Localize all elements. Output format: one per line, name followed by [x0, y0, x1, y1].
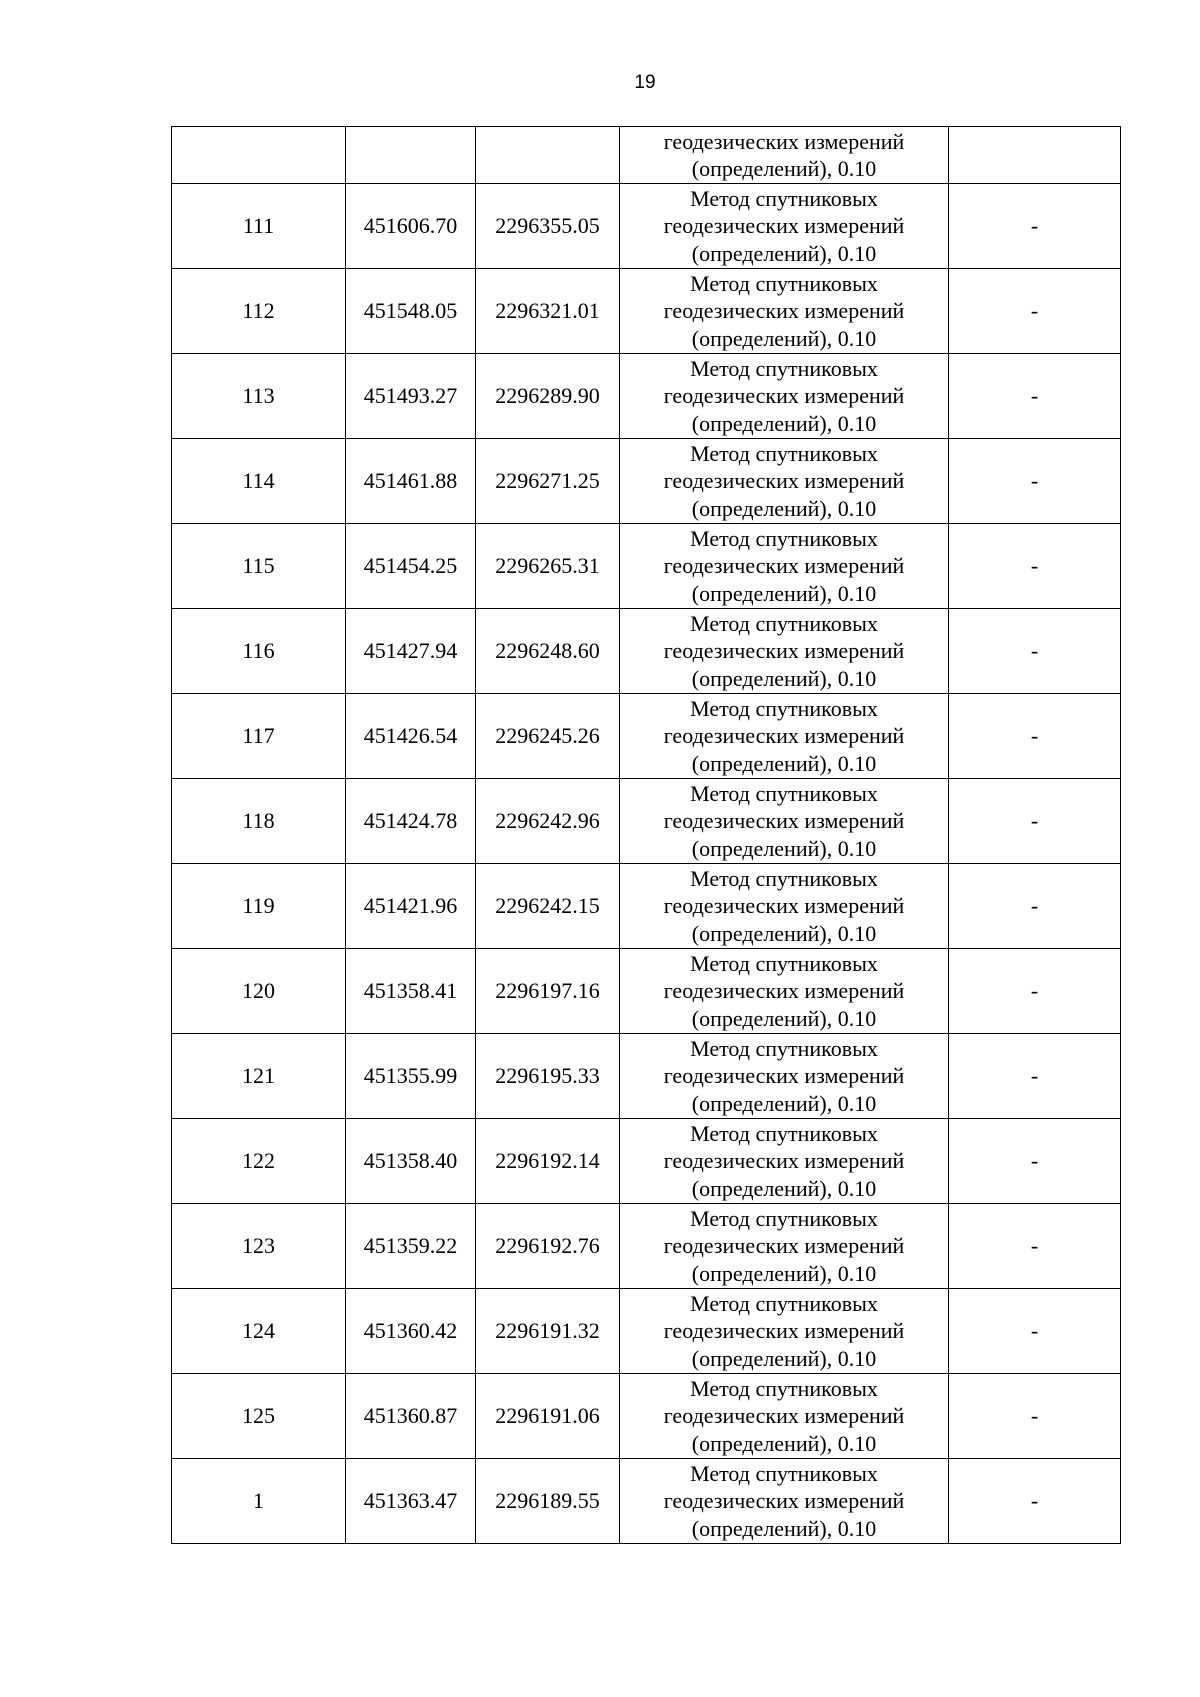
method-line: Метод спутниковых	[690, 1460, 878, 1486]
y-cell: 2296289.90	[476, 354, 620, 439]
method-line: (определений), 0.10	[691, 410, 877, 436]
table-row-continued	[172, 127, 1121, 184]
method-line: Метод спутниковых	[690, 610, 878, 636]
method-line: геодезических измерений	[663, 213, 905, 239]
point-cell: 125	[172, 1374, 346, 1459]
method-line: Метод спутниковых	[690, 1205, 878, 1231]
method-line: Метод спутниковых	[690, 865, 878, 891]
y-cell: 2296242.15	[476, 864, 620, 949]
method-cell	[620, 1459, 949, 1544]
x-cell: 451358.41	[346, 949, 476, 1034]
method-line: Метод спутниковых	[690, 950, 878, 976]
method-line: Метод спутниковых	[690, 1035, 878, 1061]
method-line: геодезических измерений	[663, 1233, 905, 1259]
method-line: Метод спутниковых	[690, 355, 878, 381]
table-row	[172, 1374, 1121, 1459]
table-row	[172, 269, 1121, 354]
method-line: геодезических измерений	[663, 638, 905, 664]
point-cell: 1	[172, 1459, 346, 1544]
note-cell: -	[949, 354, 1121, 439]
note-cell: -	[949, 184, 1121, 269]
point-cell: 118	[172, 779, 346, 864]
table-row	[172, 949, 1121, 1034]
point-cell: 124	[172, 1289, 346, 1374]
note-cell: -	[949, 439, 1121, 524]
method-line: Метод спутниковых	[690, 270, 878, 296]
method-cell	[620, 184, 949, 269]
note-cell: -	[949, 1034, 1121, 1119]
note-cell: -	[949, 269, 1121, 354]
method-cell	[620, 524, 949, 609]
point-cell: 113	[172, 354, 346, 439]
method-line: (определений), 0.10	[691, 1260, 877, 1286]
x-cell: 451360.87	[346, 1374, 476, 1459]
method-line: геодезических измерений	[663, 893, 905, 919]
method-line: геодезических измерений	[663, 1403, 905, 1429]
table-row	[172, 439, 1121, 524]
method-line: (определений), 0.10	[691, 240, 877, 266]
x-cell: 451355.99	[346, 1034, 476, 1119]
x-cell: 451360.42	[346, 1289, 476, 1374]
note-cell: -	[949, 1459, 1121, 1544]
note-cell: -	[949, 1289, 1121, 1374]
method-line: (определений), 0.10	[691, 1515, 877, 1541]
x-cell: 451493.27	[346, 354, 476, 439]
x-cell: 451359.22	[346, 1204, 476, 1289]
y-cell: 2296192.14	[476, 1119, 620, 1204]
x-cell: 451454.25	[346, 524, 476, 609]
note-cell: -	[949, 949, 1121, 1034]
point-cell: 117	[172, 694, 346, 779]
method-cell	[620, 609, 949, 694]
note-cell: -	[949, 1374, 1121, 1459]
table-row	[172, 1204, 1121, 1289]
table-row	[172, 354, 1121, 439]
y-cell: 2296191.32	[476, 1289, 620, 1374]
method-cell	[620, 864, 949, 949]
method-cell	[620, 354, 949, 439]
x-cell: 451427.94	[346, 609, 476, 694]
method-line: Метод спутниковых	[690, 525, 878, 551]
y-cell: 2296248.60	[476, 609, 620, 694]
table-row	[172, 694, 1121, 779]
y-cell: 2296192.76	[476, 1204, 620, 1289]
method-line: геодезических измерений	[663, 553, 905, 579]
method-line: (определений), 0.10	[691, 750, 877, 776]
x-cell: 451606.70	[346, 184, 476, 269]
y-cell: 2296321.01	[476, 269, 620, 354]
method-line: (определений), 0.10	[691, 580, 877, 606]
method-line: геодезических измерений	[663, 808, 905, 834]
note-cell: -	[949, 864, 1121, 949]
table-row	[172, 779, 1121, 864]
method-line: (определений), 0.10	[691, 495, 877, 521]
table-row	[172, 524, 1121, 609]
method-line: геодезических измерений	[663, 128, 905, 154]
method-cell	[620, 269, 949, 354]
method-line: Метод спутниковых	[690, 695, 878, 721]
y-cell: 2296195.33	[476, 1034, 620, 1119]
method-line: Метод спутниковых	[690, 440, 878, 466]
method-line: геодезических измерений	[663, 298, 905, 324]
x-cell: 451358.40	[346, 1119, 476, 1204]
point-cell: 120	[172, 949, 346, 1034]
table-row	[172, 864, 1121, 949]
table-row	[172, 1459, 1121, 1544]
point-cell: 111	[172, 184, 346, 269]
method-line: Метод спутниковых	[690, 780, 878, 806]
point-cell: 112	[172, 269, 346, 354]
method-cell	[620, 1289, 949, 1374]
method-line: Метод спутниковых	[690, 1120, 878, 1146]
method-line: (определений), 0.10	[691, 1090, 877, 1116]
method-cell	[620, 694, 949, 779]
table-row	[172, 1034, 1121, 1119]
method-line: геодезических измерений	[663, 978, 905, 1004]
point-cell: 119	[172, 864, 346, 949]
method-cell	[620, 1374, 949, 1459]
page-number: 19	[634, 72, 656, 93]
y-cell: 2296271.25	[476, 439, 620, 524]
method-line: геодезических измерений	[663, 723, 905, 749]
coordinates-table-body	[172, 127, 1121, 1544]
y-cell: 2296189.55	[476, 1459, 620, 1544]
method-line: геодезических измерений	[663, 1063, 905, 1089]
table-row	[172, 609, 1121, 694]
method-line: Метод спутниковых	[690, 1375, 878, 1401]
table-row	[172, 1119, 1121, 1204]
y-cell: 2296245.26	[476, 694, 620, 779]
method-line: геодезических измерений	[663, 383, 905, 409]
method-cell	[620, 1204, 949, 1289]
note-cell: -	[949, 524, 1121, 609]
point-cell: 121	[172, 1034, 346, 1119]
method-line: Метод спутниковых	[690, 185, 878, 211]
method-line: (определений), 0.10	[691, 1345, 877, 1371]
note-cell: -	[949, 779, 1121, 864]
method-line: геодезических измерений	[663, 1148, 905, 1174]
table-row	[172, 184, 1121, 269]
method-cell	[620, 127, 949, 184]
y-cell	[476, 127, 620, 184]
y-cell: 2296191.06	[476, 1374, 620, 1459]
point-cell: 115	[172, 524, 346, 609]
method-line: (определений), 0.10	[691, 1005, 877, 1031]
x-cell: 451461.88	[346, 439, 476, 524]
note-cell	[949, 127, 1121, 184]
x-cell: 451424.78	[346, 779, 476, 864]
point-cell: 122	[172, 1119, 346, 1204]
x-cell: 451363.47	[346, 1459, 476, 1544]
method-cell	[620, 439, 949, 524]
point-cell: 123	[172, 1204, 346, 1289]
method-cell	[620, 779, 949, 864]
y-cell: 2296265.31	[476, 524, 620, 609]
point-cell: 114	[172, 439, 346, 524]
method-line: (определений), 0.10	[691, 835, 877, 861]
method-line: геодезических измерений	[663, 1488, 905, 1514]
table-row	[172, 1289, 1121, 1374]
coordinates-table	[171, 126, 1121, 1544]
method-line: (определений), 0.10	[691, 325, 877, 351]
x-cell	[346, 127, 476, 184]
method-line: геодезических измерений	[663, 1318, 905, 1344]
method-cell	[620, 949, 949, 1034]
note-cell: -	[949, 1204, 1121, 1289]
x-cell: 451421.96	[346, 864, 476, 949]
point-cell: 116	[172, 609, 346, 694]
y-cell: 2296355.05	[476, 184, 620, 269]
point-cell	[172, 127, 346, 184]
note-cell: -	[949, 1119, 1121, 1204]
x-cell: 451548.05	[346, 269, 476, 354]
method-line: геодезических измерений	[663, 468, 905, 494]
method-line: (определений), 0.10	[691, 1175, 877, 1201]
method-cell	[620, 1034, 949, 1119]
y-cell: 2296197.16	[476, 949, 620, 1034]
method-line: (определений), 0.10	[691, 1430, 877, 1456]
x-cell: 451426.54	[346, 694, 476, 779]
method-cell	[620, 1119, 949, 1204]
method-line: (определений), 0.10	[691, 920, 877, 946]
method-line: (определений), 0.10	[691, 156, 877, 181]
method-line: (определений), 0.10	[691, 665, 877, 691]
note-cell: -	[949, 694, 1121, 779]
y-cell: 2296242.96	[476, 779, 620, 864]
method-line: Метод спутниковых	[690, 1290, 878, 1316]
note-cell: -	[949, 609, 1121, 694]
